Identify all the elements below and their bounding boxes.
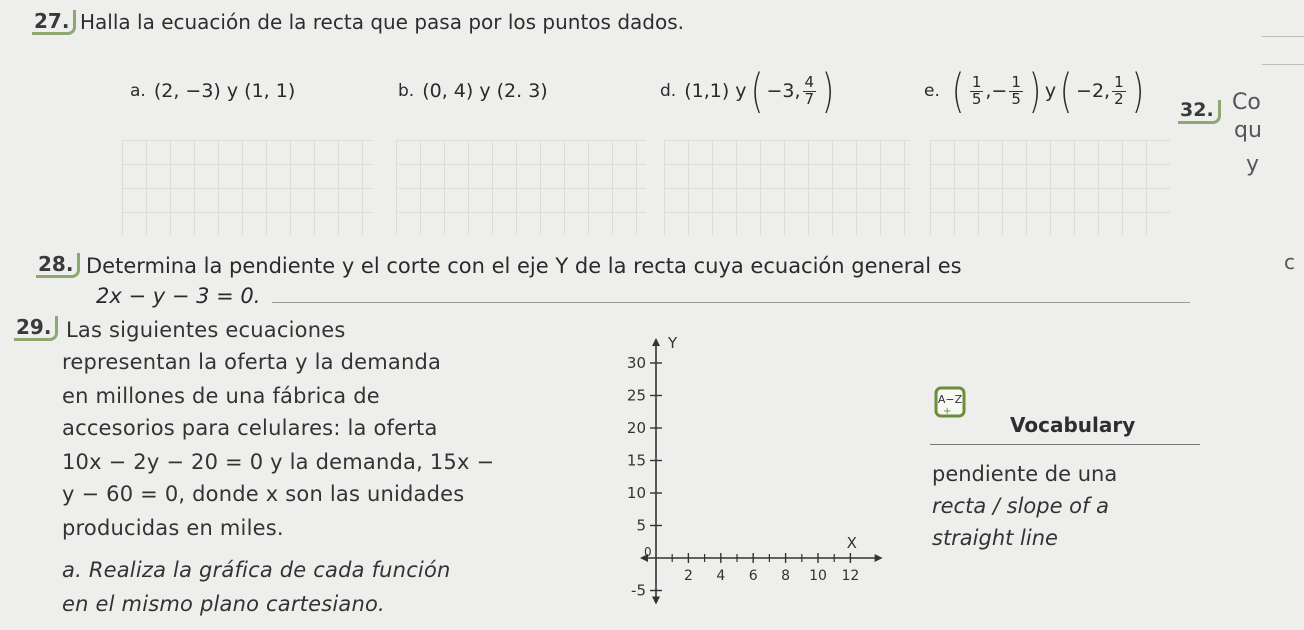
- problem-29-line-3: en millones de una fábrica de: [62, 384, 380, 408]
- problem-29-number: 29.: [14, 316, 58, 341]
- left-parenthesis: (: [951, 64, 965, 118]
- fraction-numerator: 4: [804, 72, 815, 91]
- work-grid-d: [664, 140, 910, 235]
- problem-29-line-5: 10x − 2y − 20 = 0 y la demanda, 15x −: [62, 450, 495, 474]
- right-parenthesis: ): [821, 64, 835, 118]
- problem-29-line-7: producidas en miles.: [62, 516, 284, 540]
- problem-29-part-a-line-2: en el mismo plano cartesiano.: [62, 592, 385, 616]
- x-tick-label: 10: [809, 568, 827, 584]
- problem-27-item-b: [398, 80, 548, 102]
- problem-27-number: 27.: [32, 10, 76, 35]
- work-grid-b: [396, 140, 646, 235]
- problem-32-fragment-2: qu: [1234, 118, 1262, 143]
- vocabulary-title: Vocabulary: [1010, 413, 1136, 437]
- x-tick-label: 4: [716, 568, 726, 584]
- y-axis-arrow-up: [652, 338, 660, 346]
- cartesian-plane: [596, 326, 896, 626]
- y-tick-label: 15: [626, 451, 646, 470]
- y-axis-label: Y: [668, 334, 678, 352]
- y-tick-label: 30: [626, 354, 646, 372]
- left-parenthesis: (: [1059, 64, 1073, 118]
- problem-29-line-6: y − 60 = 0, donde x son las unidades: [62, 482, 465, 506]
- x-tick-label: 2: [683, 568, 693, 584]
- problem-27-statement: Halla la ecuación de la recta que pasa por los puntos dados.: [80, 10, 684, 34]
- conjunction-y: y: [1044, 80, 1057, 102]
- problem-29-line-2: representan la oferta y la demanda: [62, 350, 442, 374]
- fraction-numerator: 1: [971, 72, 982, 91]
- x-tick-label: 8: [781, 568, 791, 584]
- vocabulary-divider: [930, 444, 1200, 445]
- problem-32-fragment-1: Co: [1232, 90, 1261, 115]
- vocabulary-line-1: pendiente de una: [932, 462, 1118, 486]
- item-b-points: (0, 4) y (2. 3): [422, 80, 548, 102]
- vocabulary-badge-text: A−Z: [937, 393, 963, 406]
- svg-text:+: +: [943, 406, 952, 417]
- y-tick-label: 10: [626, 484, 646, 502]
- fraction-denominator: 2: [1114, 89, 1124, 108]
- fraction-4-7: [803, 72, 817, 108]
- problem-32-number: 32.: [1178, 100, 1221, 124]
- edge-divider-2: [1262, 64, 1304, 65]
- item-a-label: a.: [130, 81, 146, 101]
- right-parenthesis: ): [1028, 64, 1042, 118]
- x-tick-label: 6: [748, 568, 758, 584]
- x-tick-label: 12: [841, 568, 860, 584]
- vocabulary-line-3: straight line: [932, 526, 1058, 550]
- answer-line: [272, 302, 1190, 303]
- y-axis-arrow-down: [652, 597, 660, 605]
- problem-29-line-1: Las siguientes ecuaciones: [66, 318, 346, 342]
- problem-28-number: 28.: [36, 253, 80, 278]
- x-axis-label: X: [846, 534, 857, 552]
- problem-28-statement: Determina la pendiente y el corte con el eje Y de la recta cuya ecuación general es: [86, 254, 962, 278]
- fraction-1-5: [970, 72, 984, 108]
- problem-27-item-d: [660, 64, 838, 118]
- fraction-1-2: [1112, 72, 1126, 108]
- fraction-denominator: 7: [804, 89, 815, 108]
- y-tick-label: 25: [626, 386, 646, 405]
- item-d-x-value: −3,: [766, 80, 801, 102]
- problem-29-line-4: accesorios para celulares: la oferta: [62, 416, 438, 440]
- x-axis-arrow-right: [875, 554, 883, 562]
- comma-minus: ,−: [985, 80, 1008, 102]
- item-d-label: d.: [660, 81, 677, 101]
- item-e-label: e.: [924, 81, 940, 101]
- fraction-denominator: 5: [1011, 89, 1021, 108]
- edge-divider-1: [1262, 36, 1304, 37]
- fraction-numerator: 1: [1011, 72, 1021, 91]
- left-parenthesis: (: [750, 64, 763, 118]
- problem-28-equation: 2x − y − 3 = 0.: [96, 284, 261, 308]
- work-grid-a: [122, 140, 372, 235]
- fraction-numerator: 1: [1114, 72, 1124, 91]
- problem-27-item-a: [130, 80, 295, 102]
- y-tick-label: -5: [631, 581, 646, 600]
- y-tick-label: 20: [626, 419, 646, 437]
- work-grid-e: [930, 140, 1170, 235]
- problem-32-fragment-3: y: [1246, 152, 1260, 177]
- origin-label: 0: [644, 545, 652, 559]
- vocabulary-line-2: recta / slope of a: [932, 494, 1109, 518]
- item-a-points: (2, −3) y (1, 1): [153, 80, 296, 102]
- right-parenthesis: ): [1131, 64, 1144, 118]
- problem-29-part-a-line-1: a. Realiza la gráfica de cada función: [62, 558, 451, 582]
- vocabulary-icon: [934, 386, 968, 420]
- item-b-label: b.: [398, 81, 415, 101]
- item-e-x-value: −2,: [1076, 80, 1111, 102]
- problem-27-item-e: [924, 64, 1148, 118]
- y-tick-label: 5: [636, 516, 646, 535]
- item-d-first-point: (1,1) y: [684, 80, 747, 102]
- edge-fragment: c: [1284, 250, 1295, 274]
- fraction-1-5-second: [1009, 72, 1023, 108]
- fraction-denominator: 5: [971, 89, 982, 108]
